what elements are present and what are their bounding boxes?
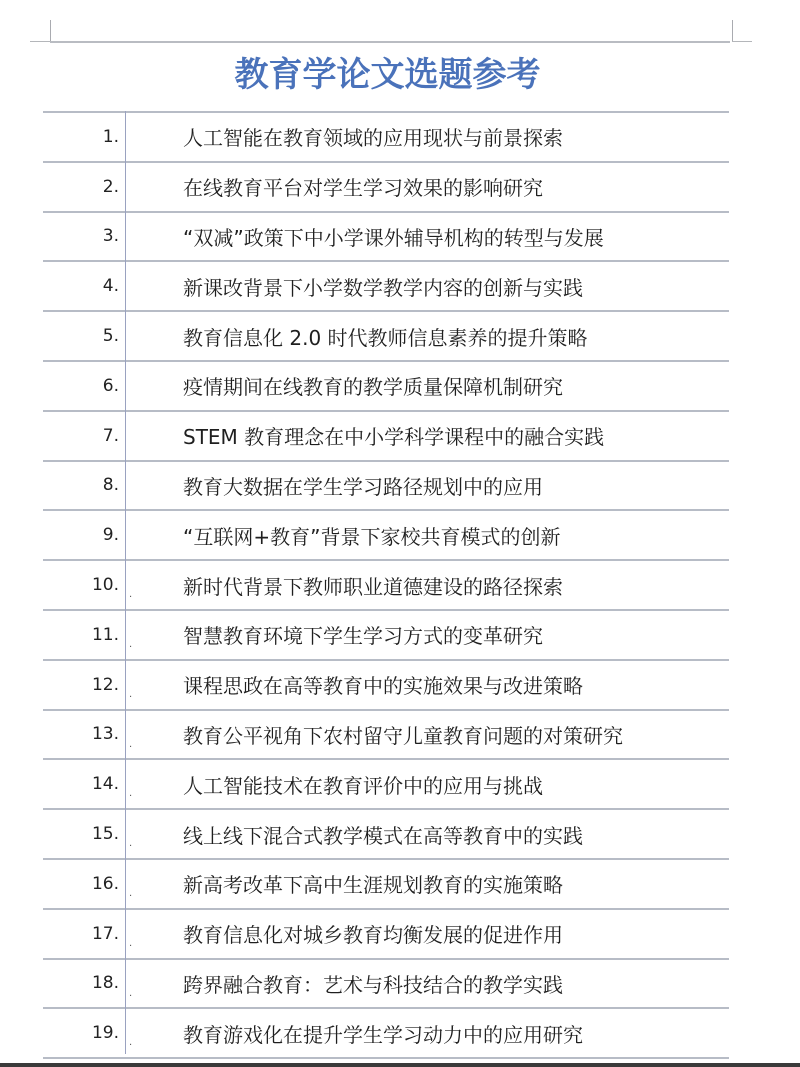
topic-text: 在线教育平台对学生学习效果的影响研究 xyxy=(183,176,543,201)
page-corner-mark-top-right xyxy=(732,20,733,42)
row-number: 18. xyxy=(91,973,119,994)
table-row xyxy=(43,611,729,661)
row-number: 10. xyxy=(91,575,119,596)
row-mark: . xyxy=(129,688,133,700)
row-number: 3. xyxy=(102,226,119,247)
table-row xyxy=(43,462,729,512)
topic-text: 线上线下混合式教学模式在高等教育中的实践 xyxy=(183,823,583,848)
topic-text: 人工智能在教育领域的应用现状与前景探索 xyxy=(183,126,563,151)
row-mark: . xyxy=(129,1037,133,1049)
topic-text: 教育公平视角下农村留守儿童教育问题的对策研究 xyxy=(183,723,623,748)
row-number: 1. xyxy=(102,126,119,147)
row-number: 4. xyxy=(102,276,119,297)
topic-text: 教育游戏化在提升学生学习动力中的应用研究 xyxy=(183,1022,583,1047)
row-number: 14. xyxy=(91,774,119,795)
table-row xyxy=(43,213,729,263)
topic-text: 新课改背景下小学数学教学内容的创新与实践 xyxy=(183,275,583,300)
table-row xyxy=(43,1009,729,1059)
row-number: 9. xyxy=(102,525,119,546)
page-title: 教育学论文选题参考 xyxy=(234,55,541,95)
topic-text: 教育信息化对城乡教育均衡发展的促进作用 xyxy=(183,923,563,948)
row-number: 11. xyxy=(91,624,119,645)
row-mark: . xyxy=(129,738,133,750)
table-row xyxy=(43,412,729,462)
table-row xyxy=(43,760,729,810)
row-number: 13. xyxy=(91,724,119,745)
row-number: 5. xyxy=(102,326,119,347)
table-row xyxy=(43,262,729,312)
table-row xyxy=(43,511,729,561)
topic-text: 教育大数据在学生学习路径规划中的应用 xyxy=(183,474,543,499)
row-number: 19. xyxy=(91,1023,119,1044)
row-number: 2. xyxy=(102,176,119,197)
row-mark: . xyxy=(129,838,133,850)
row-number: 7. xyxy=(102,425,119,446)
topic-text: 疫情期间在线教育的教学质量保障机制研究 xyxy=(183,375,563,400)
topic-text: “双减”政策下中小学课外辅导机构的转型与发展 xyxy=(183,225,604,250)
table-row xyxy=(43,661,729,711)
row-mark: . xyxy=(129,589,133,601)
table-row xyxy=(43,860,729,910)
row-number: 16. xyxy=(91,873,119,894)
header-rule xyxy=(50,41,730,43)
row-number: 12. xyxy=(91,674,119,695)
topic-text: 课程思政在高等教育中的实施效果与改进策略 xyxy=(183,674,583,699)
row-mark: . xyxy=(129,638,133,650)
topic-text: “互联网+教育”背景下家校共育模式的创新 xyxy=(183,524,561,549)
row-mark: . xyxy=(129,887,133,899)
table-row xyxy=(43,362,729,412)
table-row xyxy=(43,810,729,860)
topics-table xyxy=(43,111,729,1059)
row-mark: . xyxy=(129,937,133,949)
page-corner-mark-top-left xyxy=(50,20,51,42)
row-number: 6. xyxy=(102,375,119,396)
table-row xyxy=(43,711,729,761)
table-row xyxy=(43,960,729,1010)
row-mark: . xyxy=(129,788,133,800)
table-row xyxy=(43,163,729,213)
column-divider xyxy=(125,111,126,1054)
topic-text: 跨界融合教育：艺术与科技结合的教学实践 xyxy=(183,972,563,997)
bottom-edge-bar xyxy=(0,1063,800,1067)
page-corner-mark-top-right-horizontal xyxy=(732,41,752,42)
page-corner-mark-top-left-horizontal xyxy=(30,41,50,42)
row-mark: . xyxy=(129,987,133,999)
topic-text: 教育信息化 2.0 时代教师信息素养的提升策略 xyxy=(183,325,588,350)
topic-text: 新高考改革下高中生涯规划教育的实施策略 xyxy=(183,873,563,898)
table-row xyxy=(43,312,729,362)
table-row xyxy=(43,113,729,163)
row-number: 17. xyxy=(91,923,119,944)
row-number: 8. xyxy=(102,475,119,496)
topic-text: 人工智能技术在教育评价中的应用与挑战 xyxy=(183,773,543,798)
row-number: 15. xyxy=(91,824,119,845)
topic-text: 新时代背景下教师职业道德建设的路径探索 xyxy=(183,574,563,599)
topic-text: STEM 教育理念在中小学科学课程中的融合实践 xyxy=(183,425,605,450)
topic-text: 智慧教育环境下学生学习方式的变革研究 xyxy=(183,624,543,649)
table-row xyxy=(43,561,729,611)
table-row xyxy=(43,910,729,960)
